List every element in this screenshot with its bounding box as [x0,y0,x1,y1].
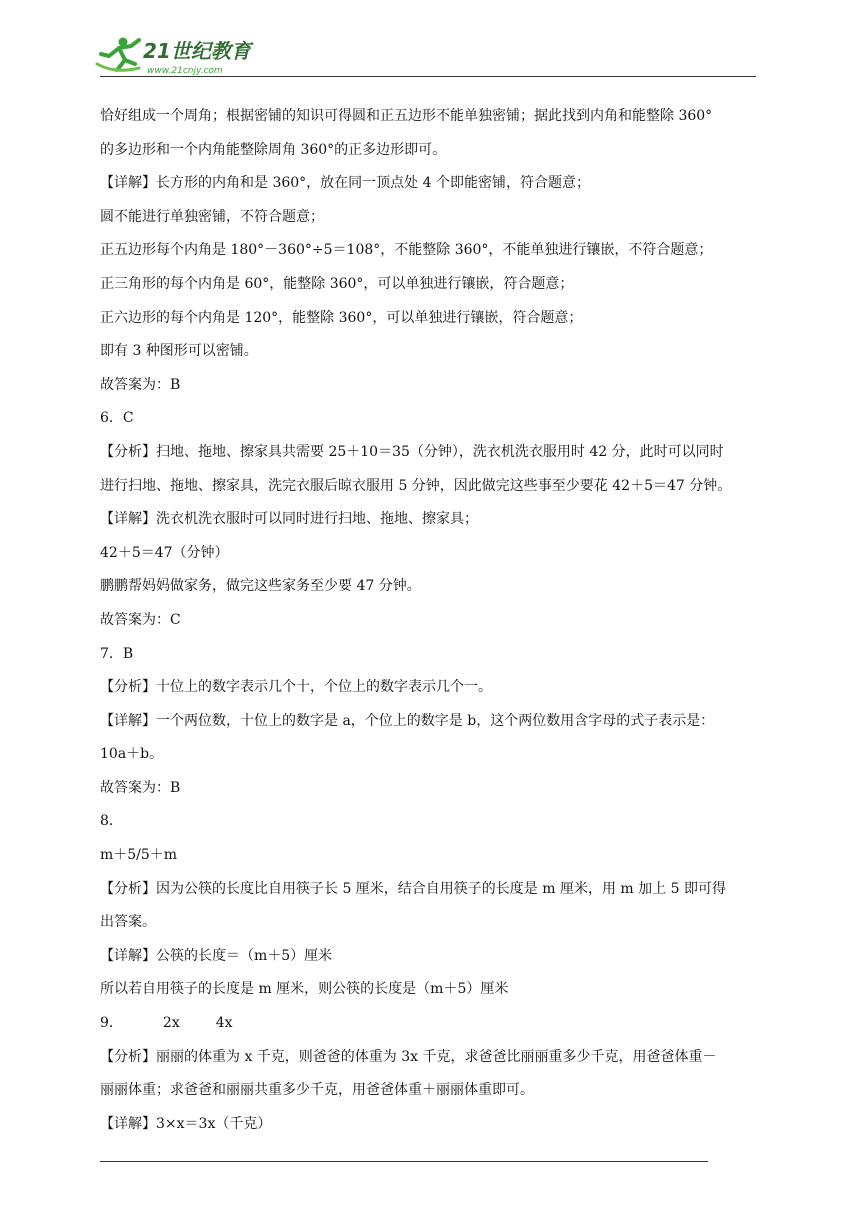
text-line: 【详解】一个两位数，十位上的数字是 a，个位上的数字是 b，这个两位数用含字母的式子表示是： [100,712,715,729]
question-number: 7．B [100,645,134,662]
answer-blank-1: 2x [162,1015,180,1032]
answer-line: m＋5/5＋m [100,847,178,864]
text-line: 【分析】十位上的数字表示几个十，个位上的数字表示几个一。 [100,679,492,696]
text-line: 鹏鹏帮妈妈做家务，做完这些家务至少要 47 分钟。 [100,578,421,595]
text-line: 丽丽体重；求爸爸和丽丽共重多少千克，用爸爸体重＋丽丽体重即可。 [100,1082,534,1099]
text-line: 【分析】丽丽的体重为 x 千克，则爸爸的体重为 3x 千克，求爸爸比丽丽重多少千克，用爸爸体重－ [100,1048,717,1065]
text-line: 42＋5＝47（分钟） [100,544,229,561]
text-line: 恰好组成一个周角；根据密铺的知识可得圆和正五边形不能单独密铺；据此找到内角和能整除 360° [100,108,713,124]
question-9-line [100,1007,765,1041]
text-line: 【详解】洗衣机洗衣服时可以同时进行扫地、拖地、擦家具； [100,511,478,528]
text-line: 【详解】3×x＝3x（千克） [100,1115,272,1132]
question-number: 9． [100,1015,123,1032]
page-header [95,28,755,78]
logo [95,34,265,78]
question-number: 6．C [100,410,134,427]
answer-line: 故答案为：B [100,779,181,796]
text-line: 正五边形每个内角是 180°－360°÷5＝108°，不能整除 360°，不能单独进行镶嵌，不符合题意； [100,242,713,259]
text-line: 所以若自用筷子的长度是 m 厘米，则公筷的长度是（m＋5）厘米 [100,981,509,998]
runner-icon [97,38,139,71]
question-number: 8． [100,813,123,830]
footer-divider [100,1161,708,1162]
answer-blank-2: 4x [215,1015,233,1032]
document-body [100,100,765,1141]
text-line: 【详解】长方形的内角和是 360°，放在同一顶点处 4 个即能密铺，符合题意； [100,175,590,192]
answer-line: 故答案为：C [100,611,181,628]
text-line: 圆不能进行单独密铺，不符合题意； [100,208,324,225]
text-line: 10a＋b。 [100,746,164,763]
text-line: 正六边形的每个内角是 120°，能整除 360°，可以单独进行镶嵌，符合题意； [100,309,583,326]
answer-line: 故答案为：B [100,376,181,393]
text-line: 【详解】公筷的长度＝（m＋5）厘米 [100,947,333,964]
text-line: 出答案。 [100,914,156,931]
text-line: 的多边形和一个内角能整除周角 360°的正多边形即可。 [100,141,447,158]
logo-title: 21世纪教育 [143,39,251,63]
text-line: 进行扫地、拖地、擦家具，洗完衣服后晾衣服用 5 分钟，因此做完这些事至少要花 42＋5＝47 分钟。 [100,477,732,494]
text-line: 【分析】扫地、拖地、擦家具共需要 25＋10＝35（分钟），洗衣机洗衣服用时 42 分，此时可以同时 [100,443,724,460]
text-line: 即有 3 种图形可以密铺。 [100,343,258,360]
text-line: 正三角形的每个内角是 60°，能整除 360°，可以单独进行镶嵌，符合题意； [100,275,574,292]
text-line: 【分析】因为公筷的长度比自用筷子长 5 厘米，结合自用筷子的长度是 m 厘米，用 m 加上 5 即可得 [100,880,726,897]
logo-url: www.21cnjy.com [147,66,223,76]
header-divider [100,76,756,77]
